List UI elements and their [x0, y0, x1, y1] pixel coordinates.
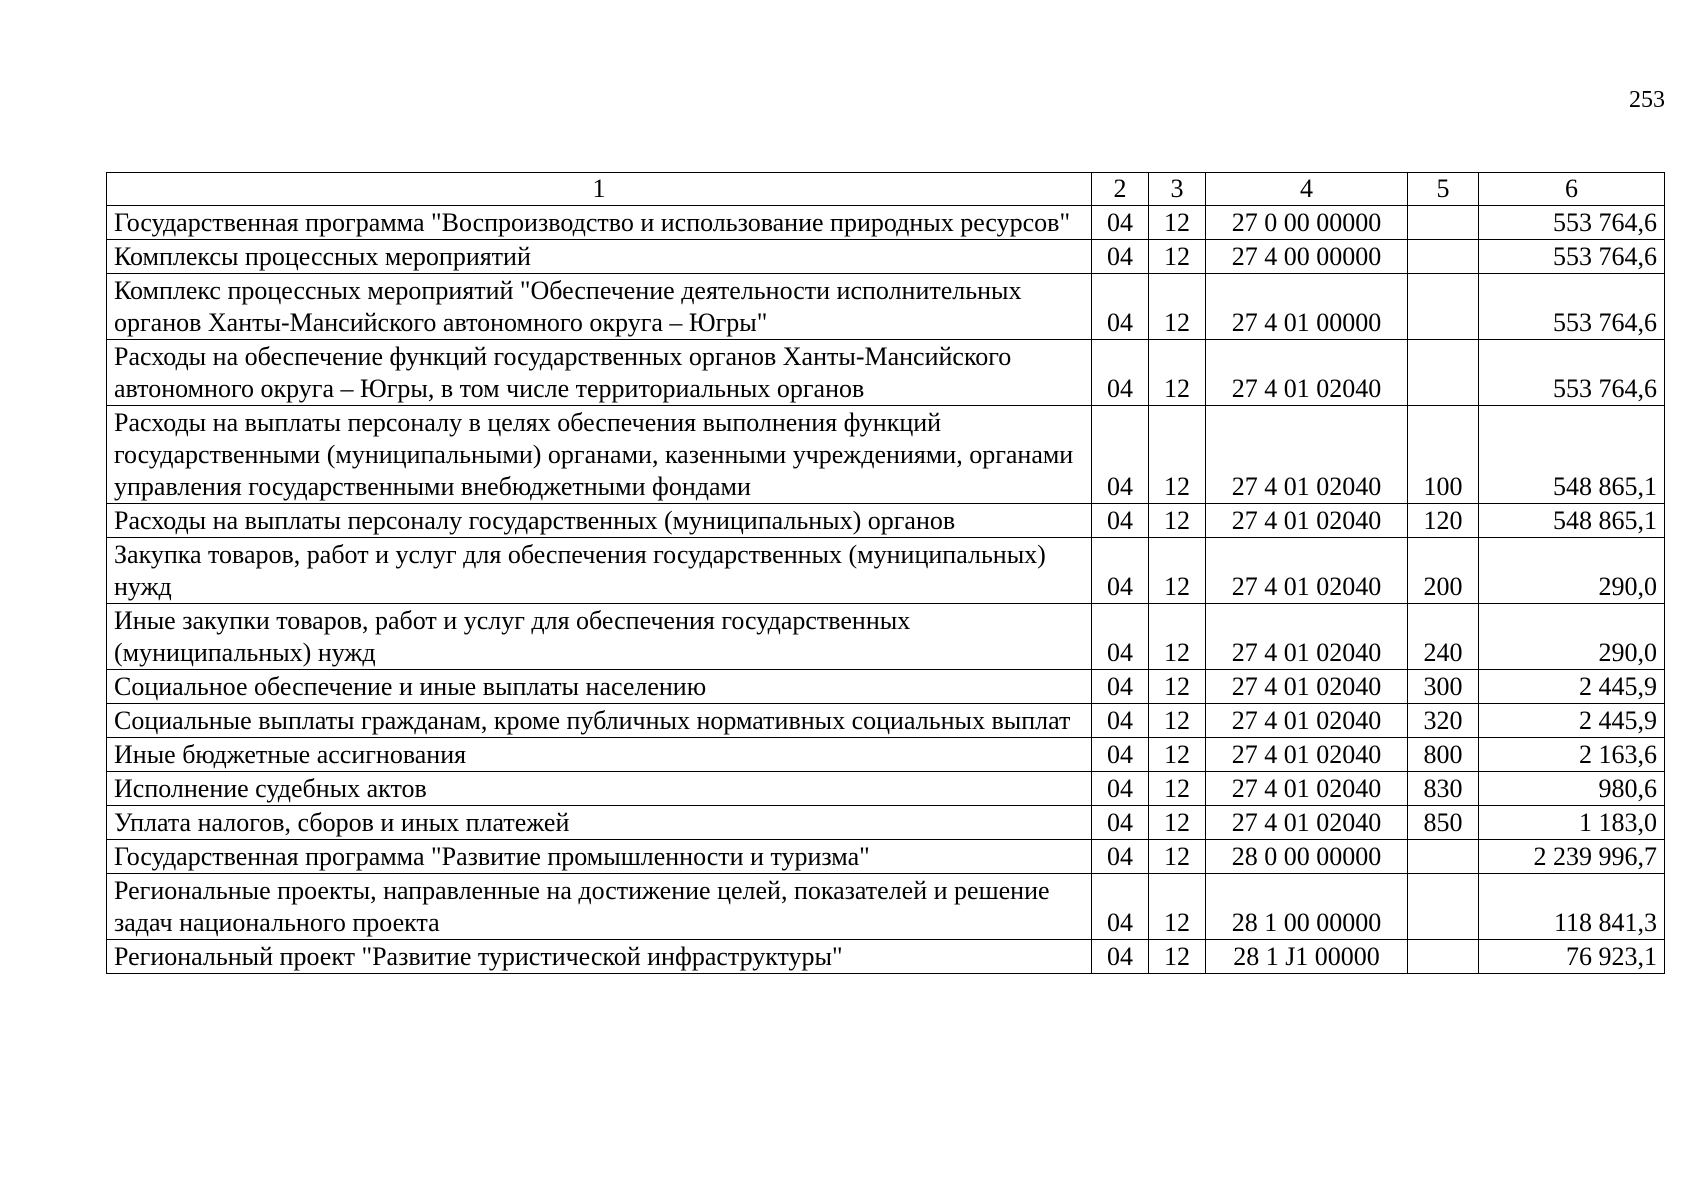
row-name-cell: Комплекс процессных мероприятий "Обеспечение деятельности исполнительных органов Ханты-Мансийского автономного округа – Югры" — [107, 274, 1092, 340]
row-name-cell: Государственная программа "Воспроизводство и использование природных ресурсов" — [107, 206, 1092, 240]
row-amount-cell: 2 445,9 — [1479, 704, 1665, 738]
row-target-article-cell: 27 4 01 02040 — [1206, 604, 1408, 670]
row-name-cell: Закупка товаров, работ и услуг для обеспечения государственных (муниципальных) нужд — [107, 538, 1092, 604]
row-subsection-cell: 12 — [1149, 340, 1206, 406]
row-name-cell: Региональный проект "Развитие туристической инфраструктуры" — [107, 940, 1092, 974]
row-section-cell: 04 — [1092, 206, 1149, 240]
row-expense-type-cell: 850 — [1408, 806, 1479, 840]
table-row — [107, 940, 1665, 974]
row-subsection-cell: 12 — [1149, 206, 1206, 240]
row-subsection-cell: 12 — [1149, 806, 1206, 840]
header-cell-3: 3 — [1149, 173, 1206, 206]
budget-table — [106, 172, 1665, 974]
row-section-cell: 04 — [1092, 538, 1149, 604]
row-expense-type-cell — [1408, 940, 1479, 974]
table-row — [107, 704, 1665, 738]
header-cell-2: 2 — [1092, 173, 1149, 206]
row-subsection-cell: 12 — [1149, 704, 1206, 738]
row-section-cell: 04 — [1092, 704, 1149, 738]
row-amount-cell: 2 239 996,7 — [1479, 840, 1665, 874]
table-row — [107, 340, 1665, 406]
header-cell-4: 4 — [1206, 173, 1408, 206]
row-expense-type-cell: 320 — [1408, 704, 1479, 738]
row-name-cell: Социальные выплаты гражданам, кроме публичных нормативных социальных выплат — [107, 704, 1092, 738]
row-expense-type-cell — [1408, 840, 1479, 874]
row-name-cell: Иные бюджетные ассигнования — [107, 738, 1092, 772]
row-target-article-cell: 27 4 01 02040 — [1206, 772, 1408, 806]
row-section-cell: 04 — [1092, 670, 1149, 704]
row-amount-cell: 553 764,6 — [1479, 340, 1665, 406]
header-cell-5: 5 — [1408, 173, 1479, 206]
row-amount-cell: 553 764,6 — [1479, 274, 1665, 340]
row-expense-type-cell — [1408, 274, 1479, 340]
table-row — [107, 206, 1665, 240]
row-name-cell: Расходы на выплаты персоналу государственных (муниципальных) органов — [107, 504, 1092, 538]
row-name-cell: Комплексы процессных мероприятий — [107, 240, 1092, 274]
table-row — [107, 738, 1665, 772]
row-section-cell: 04 — [1092, 806, 1149, 840]
table-row — [107, 806, 1665, 840]
row-section-cell: 04 — [1092, 874, 1149, 940]
row-name-cell: Региональные проекты, направленные на достижение целей, показателей и решение задач национального проекта — [107, 874, 1092, 940]
row-subsection-cell: 12 — [1149, 538, 1206, 604]
row-target-article-cell: 27 4 01 02040 — [1206, 738, 1408, 772]
row-amount-cell: 76 923,1 — [1479, 940, 1665, 974]
row-subsection-cell: 12 — [1149, 940, 1206, 974]
row-expense-type-cell — [1408, 206, 1479, 240]
row-expense-type-cell: 120 — [1408, 504, 1479, 538]
row-subsection-cell: 12 — [1149, 840, 1206, 874]
row-expense-type-cell: 100 — [1408, 406, 1479, 504]
row-subsection-cell: 12 — [1149, 874, 1206, 940]
row-expense-type-cell: 800 — [1408, 738, 1479, 772]
row-target-article-cell: 28 0 00 00000 — [1206, 840, 1408, 874]
row-expense-type-cell: 300 — [1408, 670, 1479, 704]
row-target-article-cell: 27 4 01 00000 — [1206, 274, 1408, 340]
row-target-article-cell: 27 4 01 02040 — [1206, 340, 1408, 406]
row-name-cell: Уплата налогов, сборов и иных платежей — [107, 806, 1092, 840]
row-subsection-cell: 12 — [1149, 240, 1206, 274]
row-amount-cell: 548 865,1 — [1479, 406, 1665, 504]
header-cell-6: 6 — [1479, 173, 1665, 206]
row-section-cell: 04 — [1092, 340, 1149, 406]
row-name-cell: Иные закупки товаров, работ и услуг для обеспечения государственных (муниципальных) нужд — [107, 604, 1092, 670]
row-amount-cell: 118 841,3 — [1479, 874, 1665, 940]
table-row — [107, 406, 1665, 504]
row-target-article-cell: 27 4 01 02040 — [1206, 670, 1408, 704]
row-expense-type-cell: 830 — [1408, 772, 1479, 806]
table-row — [107, 840, 1665, 874]
table-row — [107, 538, 1665, 604]
row-section-cell: 04 — [1092, 772, 1149, 806]
row-name-cell: Социальное обеспечение и иные выплаты населению — [107, 670, 1092, 704]
row-amount-cell: 553 764,6 — [1479, 206, 1665, 240]
row-section-cell: 04 — [1092, 406, 1149, 504]
table-row — [107, 274, 1665, 340]
row-expense-type-cell — [1408, 340, 1479, 406]
row-amount-cell: 2 163,6 — [1479, 738, 1665, 772]
row-section-cell: 04 — [1092, 840, 1149, 874]
table-row — [107, 670, 1665, 704]
table-row — [107, 604, 1665, 670]
row-target-article-cell: 27 4 01 02040 — [1206, 704, 1408, 738]
row-amount-cell: 2 445,9 — [1479, 670, 1665, 704]
row-section-cell: 04 — [1092, 240, 1149, 274]
row-target-article-cell: 27 4 01 02040 — [1206, 806, 1408, 840]
row-target-article-cell: 28 1 00 00000 — [1206, 874, 1408, 940]
row-section-cell: 04 — [1092, 274, 1149, 340]
table-row — [107, 772, 1665, 806]
row-subsection-cell: 12 — [1149, 406, 1206, 504]
row-amount-cell: 1 183,0 — [1479, 806, 1665, 840]
table-row — [107, 504, 1665, 538]
row-subsection-cell: 12 — [1149, 504, 1206, 538]
row-target-article-cell: 27 4 01 02040 — [1206, 538, 1408, 604]
row-name-cell: Расходы на обеспечение функций государственных органов Ханты-Мансийского автономного округа – Югры, в том числе территориальных органов — [107, 340, 1092, 406]
row-name-cell: Расходы на выплаты персоналу в целях обеспечения выполнения функций государственными (муниципальными) органами, казенными учреждениями, органами управления государственными внебюджетными фондами — [107, 406, 1092, 504]
row-section-cell: 04 — [1092, 940, 1149, 974]
row-subsection-cell: 12 — [1149, 274, 1206, 340]
row-subsection-cell: 12 — [1149, 670, 1206, 704]
row-subsection-cell: 12 — [1149, 604, 1206, 670]
row-expense-type-cell: 200 — [1408, 538, 1479, 604]
row-expense-type-cell: 240 — [1408, 604, 1479, 670]
row-subsection-cell: 12 — [1149, 772, 1206, 806]
row-amount-cell: 553 764,6 — [1479, 240, 1665, 274]
row-amount-cell: 548 865,1 — [1479, 504, 1665, 538]
row-name-cell: Исполнение судебных актов — [107, 772, 1092, 806]
table-row — [107, 240, 1665, 274]
row-section-cell: 04 — [1092, 504, 1149, 538]
page-number: 253 — [1629, 87, 1665, 113]
header-cell-1: 1 — [107, 173, 1092, 206]
row-section-cell: 04 — [1092, 738, 1149, 772]
row-amount-cell: 290,0 — [1479, 604, 1665, 670]
row-name-cell: Государственная программа "Развитие промышленности и туризма" — [107, 840, 1092, 874]
row-expense-type-cell — [1408, 874, 1479, 940]
row-target-article-cell: 28 1 J1 00000 — [1206, 940, 1408, 974]
row-target-article-cell: 27 0 00 00000 — [1206, 206, 1408, 240]
table-header — [107, 173, 1665, 206]
table-body — [107, 206, 1665, 974]
header-row — [107, 173, 1665, 206]
row-target-article-cell: 27 4 01 02040 — [1206, 406, 1408, 504]
row-section-cell: 04 — [1092, 604, 1149, 670]
row-target-article-cell: 27 4 01 02040 — [1206, 504, 1408, 538]
table-row — [107, 874, 1665, 940]
row-amount-cell: 290,0 — [1479, 538, 1665, 604]
row-expense-type-cell — [1408, 240, 1479, 274]
row-amount-cell: 980,6 — [1479, 772, 1665, 806]
row-subsection-cell: 12 — [1149, 738, 1206, 772]
row-target-article-cell: 27 4 00 00000 — [1206, 240, 1408, 274]
